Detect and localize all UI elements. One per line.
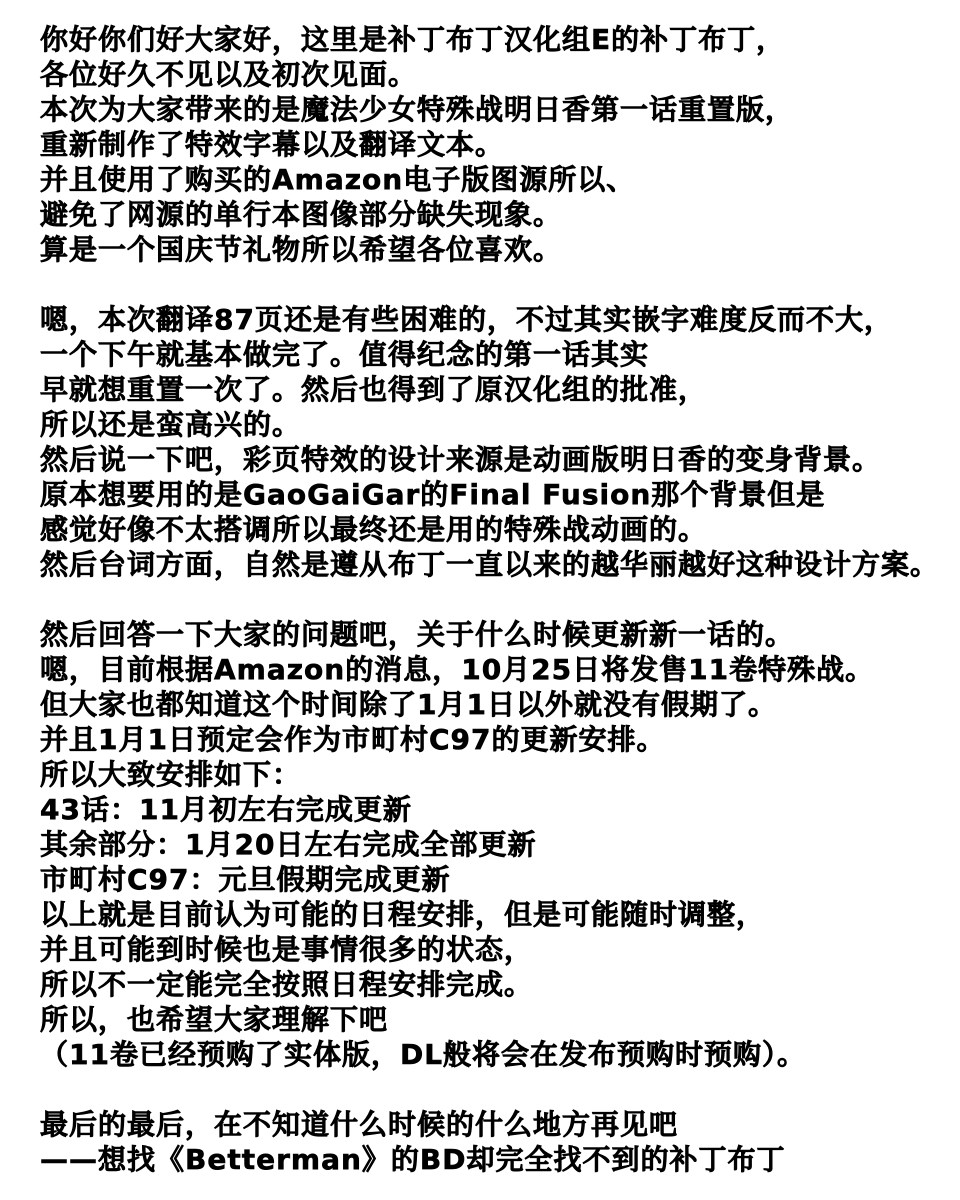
text-line: 一个下午就基本做完了。值得纪念的第一话其实 [40, 338, 650, 371]
text-line: 但大家也都知道这个时间除了1月1日以外就没有假期了。 [40, 688, 777, 721]
text-line: 嗯，目前根据Amazon的消息，10月25日将发售11卷特殊战。 [40, 653, 875, 686]
text-line: 以上就是目前认为可能的日程安排，但是可能随时调整， [40, 898, 766, 931]
text-line: 避免了网源的单行本图像部分缺失现象。 [40, 198, 563, 231]
text-line: 然后台词方面，自然是遵从布丁一直以来的越华丽越好这种设计方案。 [40, 548, 940, 581]
text-line: 各位好久不见以及初次见面。 [40, 58, 418, 91]
text-line: 市町村C97：元旦假期完成更新 [40, 863, 451, 896]
text-line: 你好你们好大家好，这里是补丁布丁汉化组E的补丁布丁， [40, 23, 786, 56]
text-line: 算是一个国庆节礼物所以希望各位喜欢。 [40, 233, 563, 266]
text-line: 并且使用了购买的Amazon电子版图源所以、 [40, 163, 636, 196]
paragraph [40, 617, 950, 1072]
text-line: 其余部分：1月20日左右完成全部更新 [40, 828, 537, 861]
text-line: 早就想重置一次了。然后也得到了原汉化组的批准， [40, 373, 708, 406]
text-line: 最后的最后，在不知道什么时候的什么地方再见吧 [40, 1108, 679, 1141]
text-line: 所以不一定能完全按照日程安排完成。 [40, 968, 534, 1001]
text-line: ——想找《Betterman》的BD却完全找不到的补丁布丁 [40, 1143, 786, 1176]
text-line: 并且1月1日预定会作为市町村C97的更新安排。 [40, 723, 666, 756]
paragraph [40, 1107, 950, 1177]
text-line: （11卷已经预购了实体版，DL般将会在发布预购时预购）。 [40, 1038, 807, 1071]
text-line: 嗯，本次翻译87页还是有些困难的，不过其实嵌字难度反而不大， [40, 303, 893, 336]
text-line: 原本想要用的是GaoGaiGar的Final Fusion那个背景但是 [40, 478, 826, 511]
text-line: 然后回答一下大家的问题吧，关于什么时候更新新一话的。 [40, 618, 795, 651]
text-line: 本次为大家带来的是魔法少女特殊战明日香第一话重置版， [40, 93, 795, 126]
text-line: 所以还是蛮高兴的。 [40, 408, 302, 441]
text-line: 然后说一下吧，彩页特效的设计来源是动画版明日香的变身背景。 [40, 443, 882, 476]
afterword-text [40, 22, 950, 1177]
paragraph [40, 22, 950, 267]
text-line: 43话：11月初左右完成更新 [40, 793, 412, 826]
text-line: 并且可能到时候也是事情很多的状态， [40, 933, 534, 966]
text-line: 所以大致安排如下： [40, 758, 302, 791]
text-line: 感觉好像不太搭调所以最终还是用的特殊战动画的。 [40, 513, 708, 546]
paragraph [40, 302, 950, 582]
text-line: 重新制作了特效字幕以及翻译文本。 [40, 128, 505, 161]
text-line: 所以，也希望大家理解下吧 [40, 1003, 389, 1036]
